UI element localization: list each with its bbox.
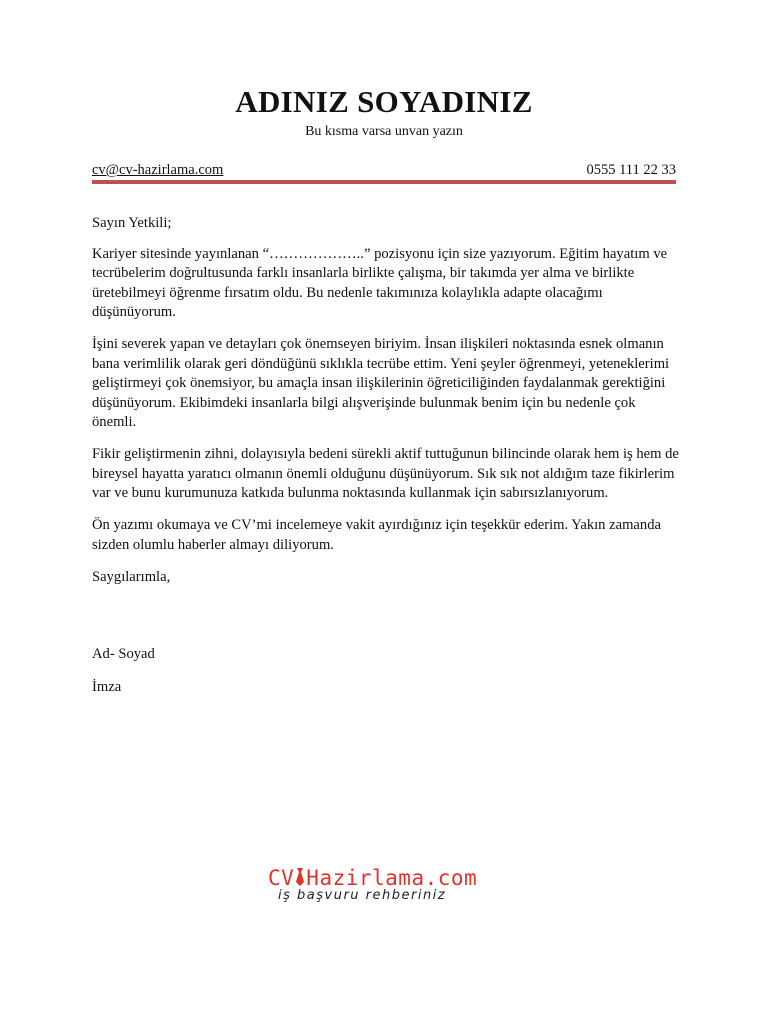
paragraph-2: İşini severek yapan ve detayları çok önemseyen biriyim. İnsan ilişkileri noktasında esnek olmanın bana verimlilik olarak geri döndüğünü sıklıkla tecrübe ettim. Yeni şeyler öğrenmeyi, yeteneklerimi geliştirmeyi çok önemsiyor, bu amaçla insan ilişkilerinin öğreticiliğinden faydalanmak gerektiğini düşünüyorum. Ekibimdeki insanlarla bilgi alışverişinde bulunmak benim için bu nedenle çok önemli.	[92, 336, 670, 430]
paragraph-1: Kariyer sitesinde yayınlanan “………………..” pozisyonu için size yazıyorum. Eğitim hayatım ve tecrübelerim doğrultusunda farklı insanlarla birlikte çalışma, bir takımda yer alma ve birlikte üretebilmeyi öğrenme fırsatım oldu. Bu nedenle takımınıza kolaylıkla adapte olacağımı düşünüyorum.	[92, 245, 668, 320]
paragraph-4: Ön yazımı okumaya ve CV’mi incelemeye vakit ayırdığınız için teşekkür ederim. Yakın zamanda sizden olumlu haberler almayı diliyorum.	[92, 517, 661, 553]
logo-wordmark	[268, 866, 477, 890]
logo-suffix: Hazirlama.com	[306, 866, 478, 890]
signature-label: İmza	[92, 679, 122, 695]
paragraph-3: Fikir geliştirmenin zihni, dolayısıyla bedeni sürekli aktif tuttuğunun bilincinde olarak hem iş hem de bireysel hayatta yaratıcı olmanın önemli olduğunu düşünüyorum. Sık sık not aldığım taze fikirlerim var ve bunu kurumunuza katkıda bulunma noktasında kullanmak için sabırsızlanıyorum.	[92, 446, 679, 501]
applicant-name: ADINIZ SOYADINIZ	[235, 84, 533, 119]
logo-prefix: CV	[268, 866, 295, 890]
email-link[interactable]: cv@cv-hazirlama.com	[92, 162, 224, 178]
phone-number: 0555 111 22 33	[586, 162, 676, 178]
applicant-title: Bu kısma varsa unvan yazın	[305, 124, 463, 139]
salutation: Sayın Yetkili;	[92, 215, 172, 231]
cv-hazirlama-logo	[268, 866, 508, 914]
closing: Saygılarımla,	[92, 568, 171, 585]
logo-tagline: iş başvuru rehberiniz	[278, 888, 447, 903]
signature-name: Ad- Soyad	[92, 646, 155, 662]
necktie-icon	[294, 867, 306, 885]
letter-body	[92, 214, 680, 600]
header-divider	[92, 180, 676, 184]
